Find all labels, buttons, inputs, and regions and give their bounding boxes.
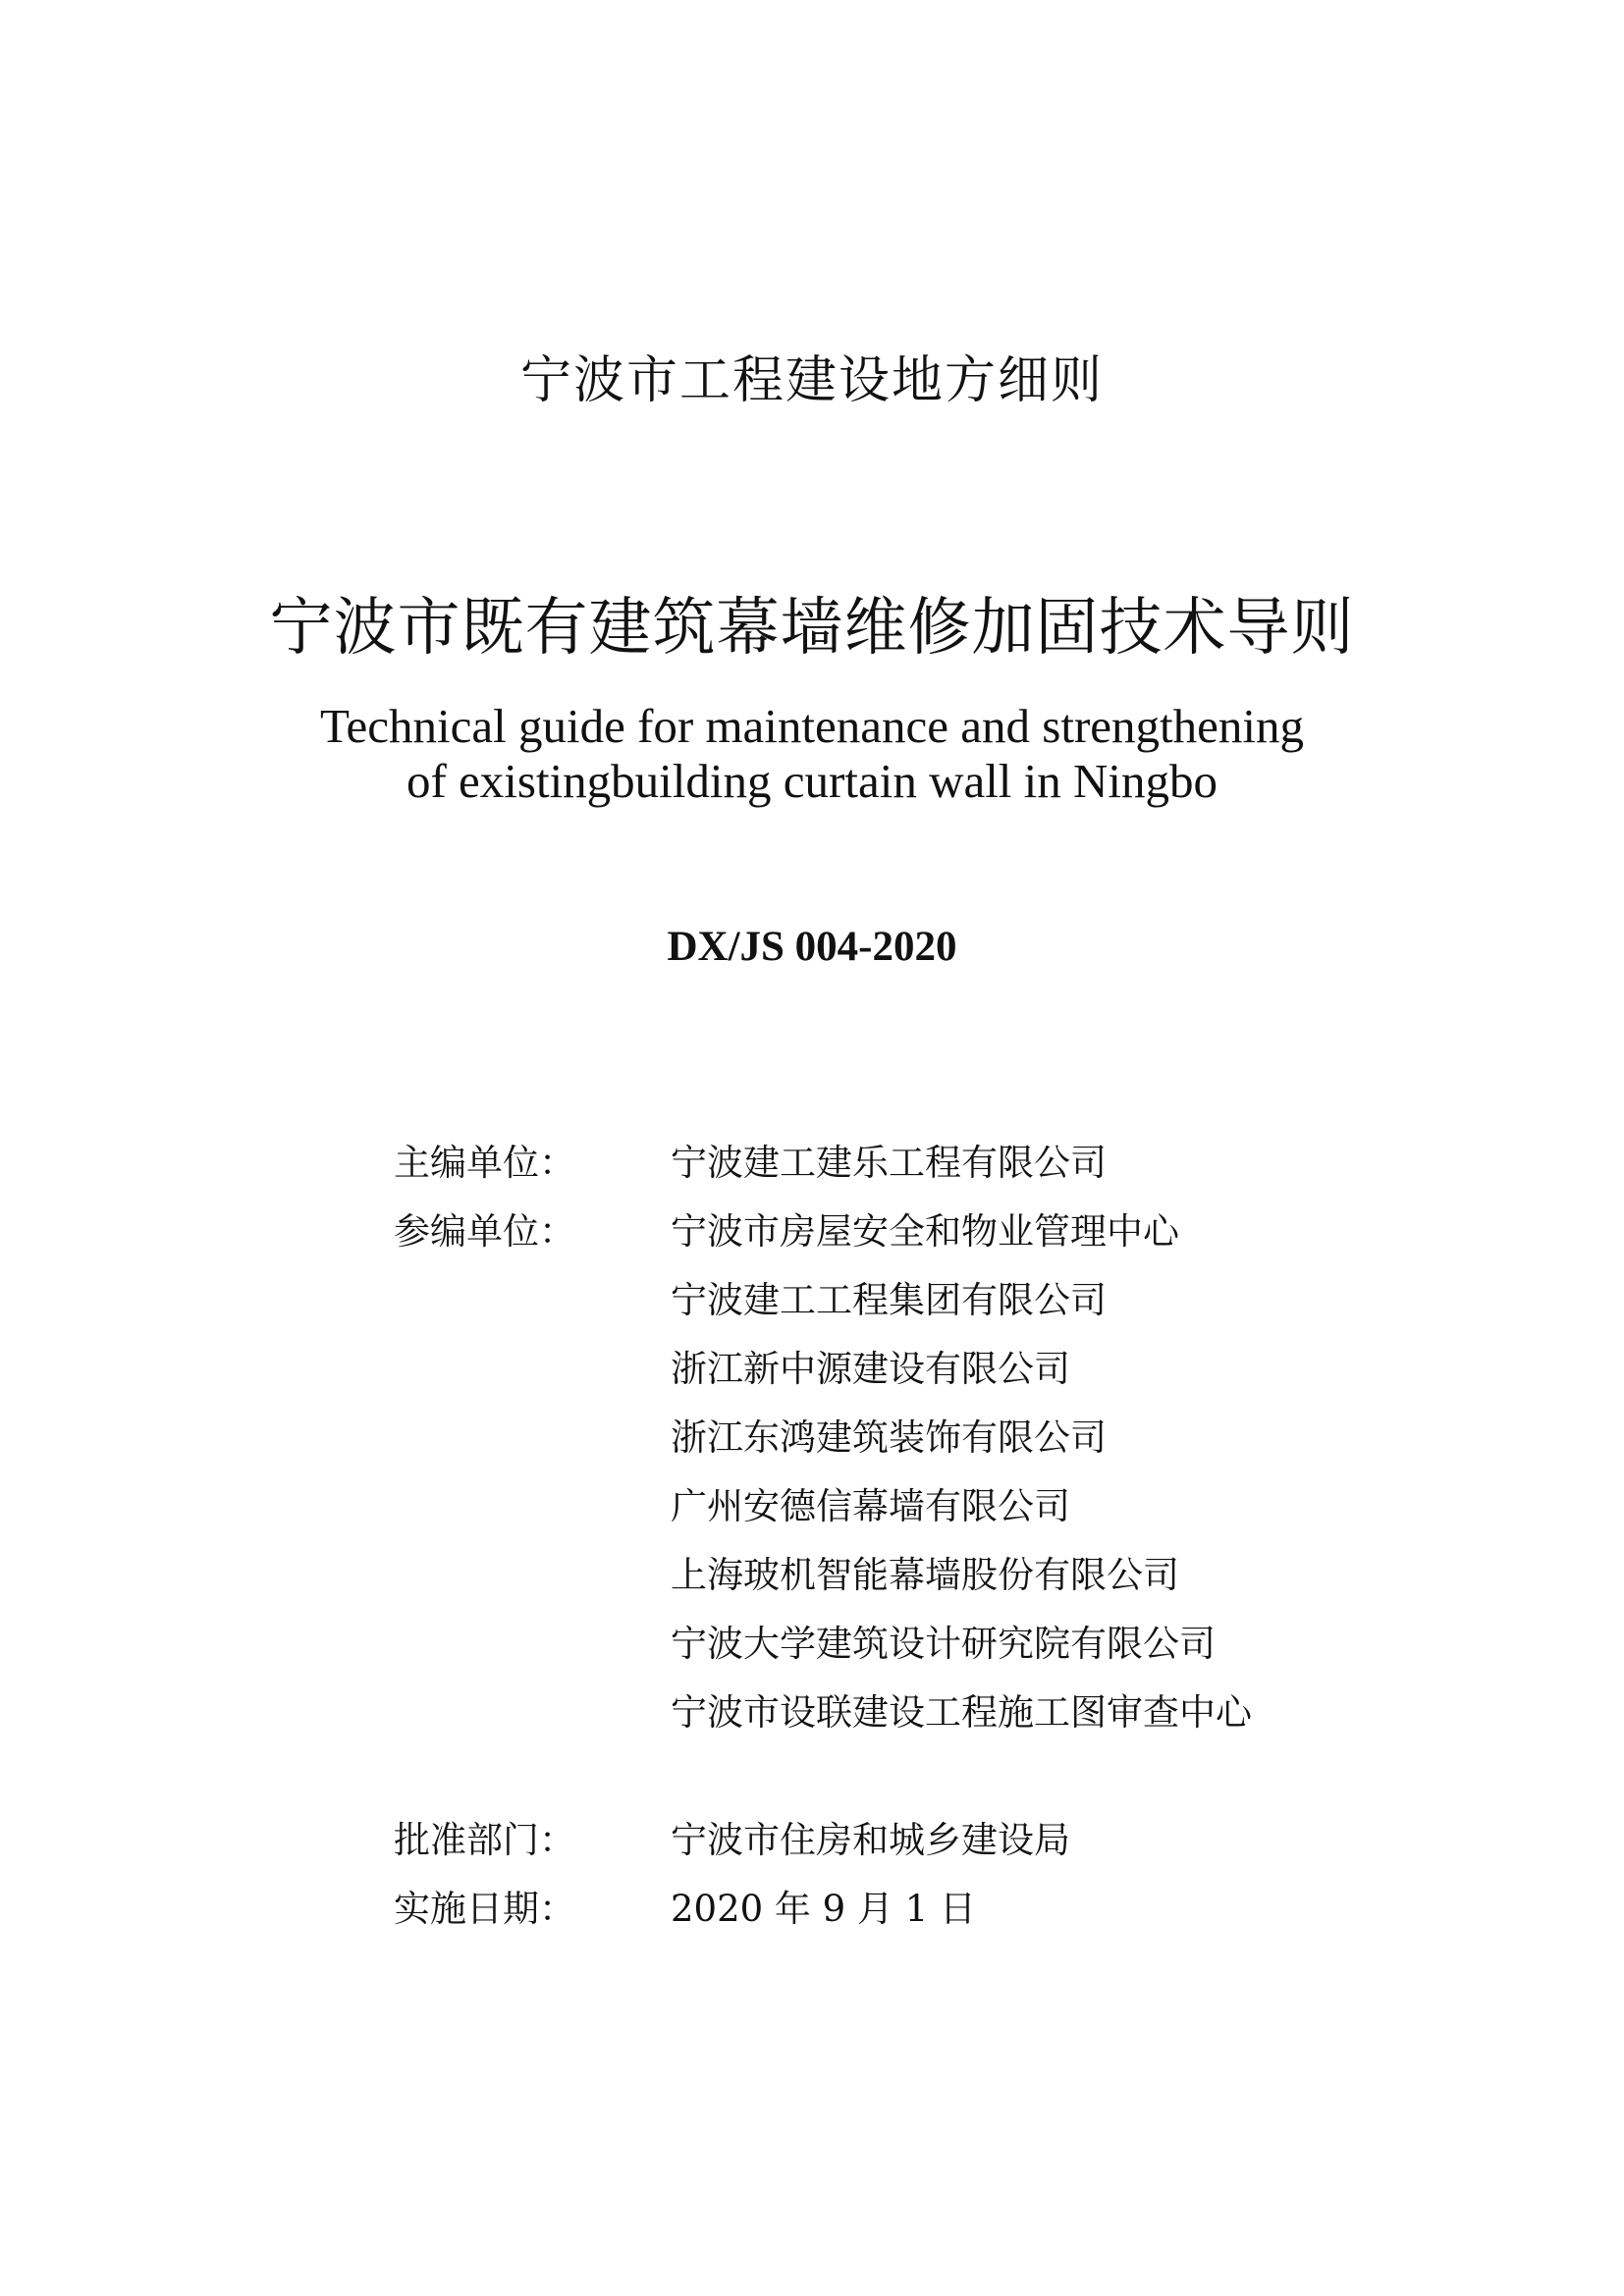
participant-unit: 上海玻机智能幕墙股份有限公司	[671, 1554, 1179, 1596]
document-title-chinese: 宁波市既有建筑幕墙维修加固技术导则	[269, 592, 1355, 665]
participant-unit: 广州安德信幕墙有限公司	[671, 1485, 1070, 1527]
chief-editor-label: 主编单位：	[394, 1142, 575, 1184]
approval-value: 宁波市住房和城乡建设局	[671, 1819, 1070, 1861]
document-code: DX/JS 004-2020	[667, 924, 957, 970]
participant-unit: 宁波建工工程集团有限公司	[671, 1279, 1107, 1321]
participant-unit: 宁波市设联建设工程施工图审查中心	[671, 1691, 1252, 1734]
approval-label: 批准部门：	[394, 1819, 575, 1861]
participants-label: 参编单位：	[394, 1210, 575, 1253]
series-title: 宁波市工程建设地方细则	[519, 351, 1104, 410]
participant-unit: 宁波大学建筑设计研究院有限公司	[671, 1623, 1216, 1665]
effective-date-label: 实施日期：	[394, 1888, 575, 1930]
document-title-english	[0, 699, 1624, 809]
participant-unit: 宁波市房屋安全和物业管理中心	[671, 1210, 1179, 1253]
english-title-line-1: Technical guide for maintenance and strengthening	[319, 699, 1305, 753]
chief-editor-value: 宁波建工建乐工程有限公司	[671, 1142, 1107, 1184]
participant-unit: 浙江新中源建设有限公司	[671, 1348, 1070, 1390]
english-title-line-2: of existingbuilding curtain wall in Ningbo	[406, 754, 1218, 808]
effective-date-value: 2020 年 9 月 1 日	[671, 1888, 977, 1930]
participant-unit: 浙江东鸿建筑装饰有限公司	[671, 1416, 1107, 1459]
